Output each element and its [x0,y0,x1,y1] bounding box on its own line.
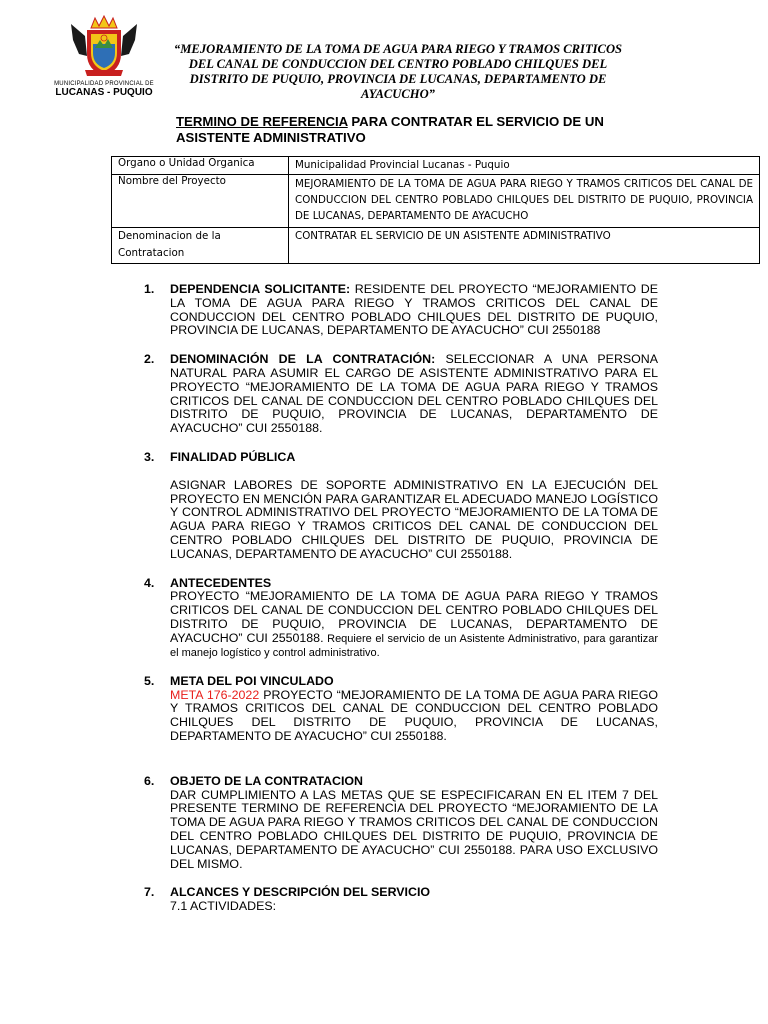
table-value: MEJORAMIENTO DE LA TOMA DE AGUA PARA RIEGO Y TRAMOS CRITICOS DEL CANAL DE CONDUCCION DEL CENTRO POBLADO CHILQUES DEL DISTRITO DE PUQUIO, PROVINCIA DE LUCANAS, DEPARTAMENTO DE AYACUCHO [289,175,760,228]
section-title: META DEL POI VINCULADO [170,673,334,688]
table-row [112,228,760,264]
coat-of-arms-emblem [69,14,139,80]
section-number: 4. [144,575,155,590]
section-meta [144,675,658,744]
section-text-block [170,590,658,659]
section-text-small: Requiere el servicio de un Asistente Administrativo, para garantizar el manejo logístico y control administrativo. [170,632,658,659]
title-part-contract: PARA CONTRATAR EL SERVICIO DE UN [347,114,604,129]
section-text: DAR CUMPLIMIENTO A LAS METAS QUE SE ESPECIFICARAN EN EL ITEM 7 DEL PRESENTE TERMINO DE REFERENCIA DEL PROYECTO “MEJORAMIENTO DE LA TOMA DE AGUA PARA RIEGO Y TRAMOS CRITICOS DEL CANAL DE CONDUCCION DEL CENTRO POBLADO CHILQUES DEL DISTRITO DE PUQUIO, PROVINCIA DE LUCANAS, DEPARTAMENTO DE AYACUCHO” CUI 2550188. PARA USO EXCLUSIVO DEL MISMO. [170,787,658,871]
section-number: 2. [144,352,155,367]
table-row [112,157,760,175]
logo-caption-line2: LUCANAS - PUQUIO [55,87,153,98]
section-title: ALCANCES Y DESCRIPCIÓN DEL SERVICIO [170,885,431,900]
table-key: Nombre del Proyecto [112,175,289,228]
section-text: PROYECTO “MEJORAMIENTO DE LA TOMA DE AGUA PARA RIEGO Y TRAMOS CRITICOS DEL CANAL DE CONDUCCION DEL CENTRO POBLADO CHILQUES DEL DISTRITO DE PUQUIO, PROVINCIA DE LUCANAS, DEPARTAMENTO DE AYACUCHO” CUI 2550188. [170,589,658,645]
table-value: CONTRATAR EL SERVICIO DE UN ASISTENTE ADMINISTRATIVO [289,228,760,264]
section-denominacion [144,353,658,436]
table-key: Organo o Unidad Organica [112,157,289,175]
section-number: 5. [144,673,155,688]
project-title-header: “MEJORAMIENTO DE LA TOMA DE AGUA PARA RIEGO Y TRAMOS CRITICOS DEL CANAL DE CONDUCCION DEL CENTRO POBLADO CHILQUES DEL DISTRITO DE PUQUIO, PROVINCIA DE LUCANAS, DEPARTAMENTO DE AYACUCHO” [173,42,623,101]
section-number: 7. [144,885,155,900]
document-title [176,114,676,146]
section-text: SELECCIONAR A UNA PERSONA NATURAL PARA ASUMIR EL CARGO DE ASISTENTE ADMINISTRATIVO PARA EL PROYECTO “MEJORAMIENTO DE LA TOMA DE AGUA PARA RIEGO Y TRAMOS CRITICOS DEL CANAL DE CONDUCCION DEL CENTRO POBLADO CHILQUES DEL DISTRITO DE PUQUIO, PROVINCIA DE LUCANAS, DEPARTAMENTO DE AYACUCHO” CUI 2550188. [170,352,659,436]
section-text: ASIGNAR LABORES DE SOPORTE ADMINISTRATIVO EN LA EJECUCIÓN DEL PROYECTO EN MENCIÓN PARA GARANTIZAR EL ADECUADO MANEJO LOGÍSTICO Y CONTROL ADMINISTRATIVO DEL PROYECTO “MEJORAMIENTO DE LA TOMA DE AGUA PARA RIEGO Y TRAMOS CRITICOS DEL CANAL DE CONDUCCION DEL CENTRO POBLADO CHILQUES DEL DISTRITO DE PUQUIO, PROVINCIA DE LUCANAS, DEPARTAMENTO DE AYACUCHO” CUI 2550188. [170,477,658,561]
section-number: 3. [144,449,155,464]
section-number: 1. [144,282,155,296]
section-alcances [144,886,658,914]
meta-code: META 176-2022 [170,687,260,702]
title-part-position: ASISTENTE ADMINISTRATIVO [176,130,366,145]
title-part-terms: TERMINO DE REFERENCIA [176,114,348,129]
table-value: Municipalidad Provincial Lucanas - Puquio [289,157,760,175]
section-title: OBJETO DE LA CONTRATACION [170,773,363,788]
section-title: DENOMINACIÓN DE LA CONTRATACIÓN: [170,352,436,367]
section-title: FINALIDAD PÚBLICA [170,449,296,464]
section-objeto [144,775,658,872]
section-title: ANTECEDENTES [170,575,272,590]
section-text-block [170,689,658,744]
logo-caption-line1: MUNICIPALIDAD PROVINCIAL DE [54,81,154,87]
section-title: DEPENDENCIA SOLICITANTE: [170,282,351,296]
info-table [111,156,760,264]
subsection-activities: 7.1 ACTIVIDADES: [170,899,277,914]
section-finalidad [144,451,658,562]
section-text: RESIDENTE DEL PROYECTO “MEJORAMIENTO DE LA TOMA DE AGUA PARA RIEGO Y TRAMOS CRITICOS DEL CANAL DE CONDUCCION DEL CENTRO POBLADO CHILQUES DEL DISTRITO DE PUQUIO, PROVINCIA DE LUCANAS, DEPARTAMENTO DE AYACUCHO” CUI 2550188 [170,282,658,338]
section-text: PROYECTO “MEJORAMIENTO DE LA TOMA DE AGUA PARA RIEGO Y TRAMOS CRITICOS DEL CANAL DE CONDUCCION DEL CENTRO POBLADO CHILQUES DEL DISTRITO DE PUQUIO, PROVINCIA DE LUCANAS, DEPARTAMENTO DE AYACUCHO” CUI 2550188. [170,687,659,743]
sections-list [144,283,658,914]
table-key: Denominacion de la Contratacion [112,228,289,264]
section-number: 6. [144,773,155,788]
section-antecedentes [144,577,658,660]
municipal-logo [50,14,158,104]
section-dependencia [144,283,658,338]
table-row [112,175,760,228]
